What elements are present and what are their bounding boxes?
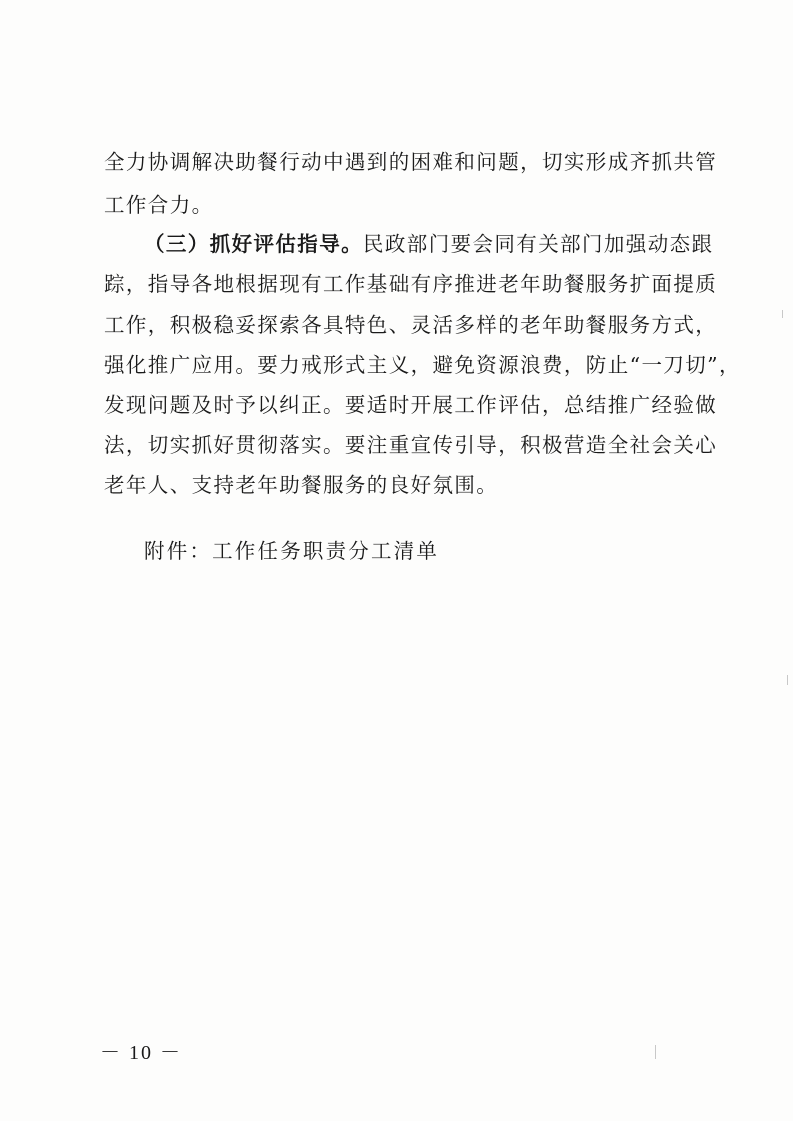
body-text-line: 工作合力。	[104, 193, 214, 217]
section-heading: （三）抓好评估指导。	[144, 232, 363, 256]
body-text-line: 全力协调解决助餐行动中遇到的困难和问题，切实形成齐抓共管	[104, 150, 718, 174]
body-text-run: 民政部门要会同有关部门加强动态跟	[363, 232, 714, 256]
body-text-line: 法，切实抓好贯彻落实。要注重宣传引导，积极营造全社会关心	[104, 433, 718, 457]
body-text-line: 踪，指导各地根据现有工作基础有序推进老年助餐服务扩面提质	[104, 272, 718, 296]
body-text-line: 工作，积极稳妥探索各具特色、灵活多样的老年助餐服务方式，	[104, 313, 718, 337]
scan-artifact	[782, 310, 783, 318]
body-text-line: 发现问题及时予以纠正。要适时开展工作评估，总结推广经验做	[104, 393, 718, 417]
body-text-line: 老年人、支持老年助餐服务的良好氛围。	[104, 473, 499, 497]
scan-artifact	[787, 675, 788, 685]
page-number: － 10 －	[100, 1042, 182, 1064]
scan-artifact	[655, 1045, 656, 1059]
body-text-line: 强化推广应用。要力戒形式主义，避免资源浪费，防止“一刀切”，	[104, 353, 741, 377]
attachment-line: 附件：工作任务职责分工清单	[144, 539, 440, 563]
section-heading-line	[144, 229, 714, 259]
